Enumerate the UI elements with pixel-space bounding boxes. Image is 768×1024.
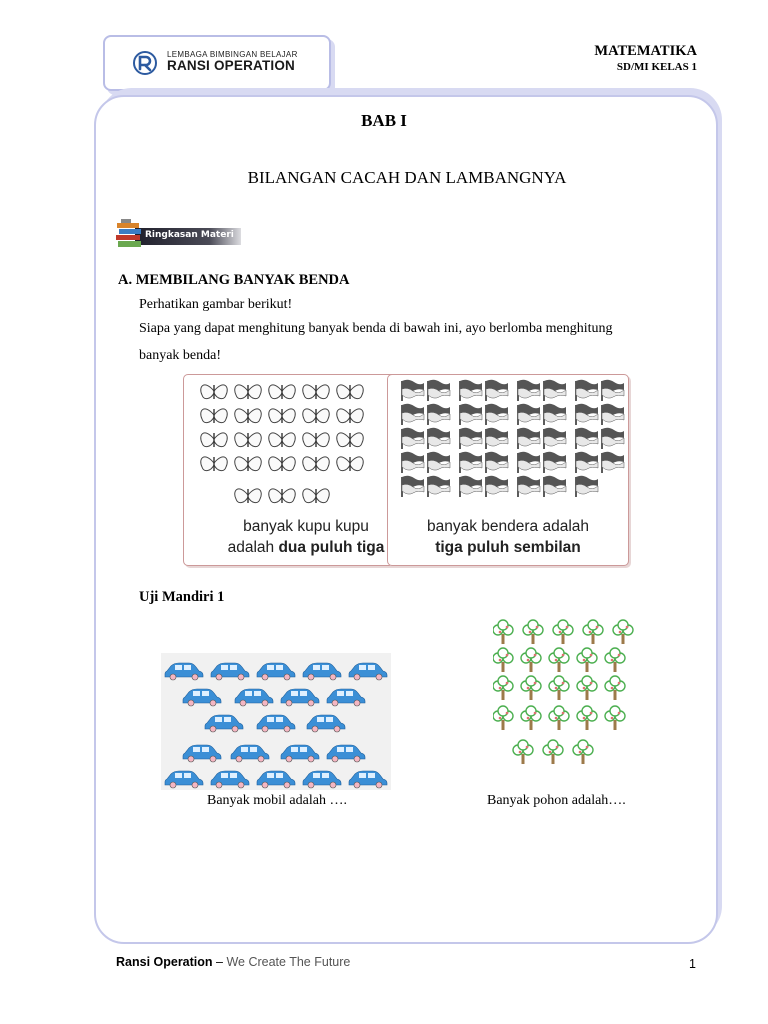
car-icon bbox=[327, 689, 365, 706]
flag-icon bbox=[544, 428, 566, 449]
cars-question: Banyak mobil adalah …. bbox=[207, 793, 347, 808]
flag-icon bbox=[428, 452, 450, 473]
butterfly-icon bbox=[337, 433, 364, 447]
flag-icon bbox=[486, 452, 508, 473]
flag-icon bbox=[460, 428, 482, 449]
flag-icon bbox=[486, 404, 508, 425]
butterfly-icon bbox=[235, 457, 262, 471]
butterfly-icon bbox=[235, 385, 262, 399]
tree-icon bbox=[573, 740, 593, 764]
flag-icon bbox=[576, 404, 598, 425]
flag-icon bbox=[518, 404, 540, 425]
trees-illustration bbox=[493, 618, 643, 778]
flag-icon bbox=[602, 404, 624, 425]
flag-icon bbox=[576, 452, 598, 473]
caption-bold: dua puluh tiga bbox=[278, 539, 385, 556]
butterfly-icon bbox=[269, 433, 296, 447]
car-icon bbox=[281, 689, 319, 706]
butterfly-icon bbox=[201, 385, 228, 399]
tree-icon bbox=[521, 648, 541, 672]
butterfly-icon bbox=[303, 433, 330, 447]
tree-icon bbox=[577, 648, 597, 672]
butterfly-icon bbox=[269, 385, 296, 399]
books-icon bbox=[115, 219, 149, 251]
chapter-title: BILANGAN CACAH DAN LAMBANGNYA bbox=[247, 168, 567, 187]
tree-icon bbox=[577, 676, 597, 700]
flag-icon bbox=[402, 452, 424, 473]
butterfly-icon bbox=[201, 433, 228, 447]
footer-dash: – bbox=[212, 955, 227, 969]
flag-icon bbox=[402, 380, 424, 401]
car-icon bbox=[211, 663, 249, 680]
flag-panel bbox=[387, 374, 629, 566]
car-icon bbox=[349, 663, 387, 680]
tree-icon bbox=[549, 648, 569, 672]
butterfly-icon bbox=[269, 489, 296, 503]
tree-icon bbox=[549, 676, 569, 700]
instruction-line: Perhatikan gambar berikut! bbox=[139, 297, 293, 312]
butterfly-icon bbox=[303, 385, 330, 399]
car-icon bbox=[257, 663, 295, 680]
logo-subtitle: LEMBAGA BIMBINGAN BELAJAR bbox=[167, 50, 298, 59]
butterfly-icon bbox=[303, 409, 330, 423]
butterfly-icon bbox=[235, 489, 262, 503]
tree-icon bbox=[521, 676, 541, 700]
institution-logo bbox=[103, 35, 331, 91]
car-icon bbox=[165, 663, 203, 680]
tree-icon bbox=[549, 706, 569, 730]
instruction-line: Siapa yang dapat menghitung banyak benda di bawah ini, ayo berlomba menghitung bbox=[139, 321, 613, 336]
footer-tagline: We Create The Future bbox=[226, 955, 351, 969]
trees-question: Banyak pohon adalah…. bbox=[487, 793, 626, 808]
page-number: 1 bbox=[689, 957, 696, 971]
car-icon bbox=[235, 689, 273, 706]
flag-icon bbox=[518, 476, 540, 497]
flag-caption: banyak bendera adalah bbox=[426, 518, 590, 535]
car-icon bbox=[349, 771, 387, 788]
tree-icon bbox=[521, 706, 541, 730]
tree-icon bbox=[605, 676, 625, 700]
car-icon bbox=[303, 771, 341, 788]
butterfly-icon bbox=[201, 457, 228, 471]
flag-answer bbox=[388, 539, 628, 557]
car-icon bbox=[183, 689, 221, 706]
car-icon bbox=[307, 715, 345, 732]
caption-prefix: adalah bbox=[227, 539, 279, 556]
chapter-number: BAB I bbox=[361, 111, 407, 130]
flag-icon bbox=[486, 476, 508, 497]
butterfly-icon bbox=[235, 409, 262, 423]
footer-brand bbox=[116, 955, 350, 969]
flag-icon bbox=[402, 476, 424, 497]
flag-icon bbox=[518, 380, 540, 401]
flag-icon bbox=[518, 428, 540, 449]
flag-icon bbox=[402, 404, 424, 425]
butterfly-caption: banyak kupu kupu bbox=[243, 518, 369, 535]
tree-icon bbox=[493, 648, 513, 672]
tree-icon bbox=[493, 676, 513, 700]
butterfly-icon bbox=[201, 409, 228, 423]
flag-icon bbox=[544, 380, 566, 401]
car-icon bbox=[327, 745, 365, 762]
tree-icon bbox=[605, 648, 625, 672]
flag-icon bbox=[576, 428, 598, 449]
car-icon bbox=[211, 771, 249, 788]
flag-icon bbox=[460, 380, 482, 401]
butterfly-icon bbox=[337, 385, 364, 399]
flag-icon bbox=[428, 404, 450, 425]
tree-icon bbox=[493, 620, 513, 644]
car-icon bbox=[231, 745, 269, 762]
car-icon bbox=[165, 771, 203, 788]
flag-icon bbox=[518, 452, 540, 473]
butterfly-icon bbox=[269, 409, 296, 423]
summary-badge bbox=[115, 219, 241, 251]
flag-icon bbox=[602, 428, 624, 449]
butterfly-icon bbox=[269, 457, 296, 471]
car-icon bbox=[257, 715, 295, 732]
car-icon bbox=[205, 715, 243, 732]
butterfly-icon bbox=[337, 409, 364, 423]
flag-icon bbox=[544, 452, 566, 473]
tree-icon bbox=[583, 620, 603, 644]
section-heading: A. MEMBILANG BANYAK BENDA bbox=[118, 272, 350, 288]
butterfly-icon bbox=[303, 457, 330, 471]
flag-icon bbox=[544, 476, 566, 497]
cars-illustration bbox=[161, 653, 391, 790]
flag-icon bbox=[602, 380, 624, 401]
flag-icon bbox=[486, 380, 508, 401]
flag-icon bbox=[428, 476, 450, 497]
tree-icon bbox=[605, 706, 625, 730]
exercise-heading: Uji Mandiri 1 bbox=[139, 589, 225, 605]
car-icon bbox=[183, 745, 221, 762]
flag-icon bbox=[576, 380, 598, 401]
flag-icon bbox=[460, 452, 482, 473]
ransi-logo-icon bbox=[133, 51, 157, 75]
badge-label: Ringkasan Materi bbox=[145, 230, 234, 240]
car-icon bbox=[257, 771, 295, 788]
flag-icon bbox=[460, 476, 482, 497]
tree-icon bbox=[543, 740, 563, 764]
caption-bold: tiga puluh sembilan bbox=[435, 539, 581, 556]
flag-icon bbox=[486, 428, 508, 449]
flag-icon bbox=[602, 452, 624, 473]
butterfly-icon bbox=[303, 489, 330, 503]
tree-icon bbox=[523, 620, 543, 644]
flag-icon bbox=[402, 428, 424, 449]
tree-icon bbox=[613, 620, 633, 644]
butterfly-icon bbox=[235, 433, 262, 447]
flag-icon bbox=[576, 476, 598, 497]
tree-icon bbox=[577, 706, 597, 730]
car-icon bbox=[303, 663, 341, 680]
car-icon bbox=[281, 745, 319, 762]
flag-icon bbox=[460, 404, 482, 425]
flag-icon bbox=[544, 404, 566, 425]
footer-brand-name: Ransi Operation bbox=[116, 955, 213, 969]
flag-icon bbox=[428, 428, 450, 449]
tree-icon bbox=[513, 740, 533, 764]
subject-label: MATEMATIKA bbox=[594, 43, 697, 59]
flag-grid bbox=[388, 375, 628, 515]
logo-title: RANSI OPERATION bbox=[167, 58, 296, 73]
butterfly-icon bbox=[337, 457, 364, 471]
tree-icon bbox=[553, 620, 573, 644]
instruction-line: banyak benda! bbox=[139, 348, 222, 363]
grade-label: SD/MI KELAS 1 bbox=[616, 61, 697, 73]
flag-icon bbox=[428, 380, 450, 401]
tree-icon bbox=[493, 706, 513, 730]
